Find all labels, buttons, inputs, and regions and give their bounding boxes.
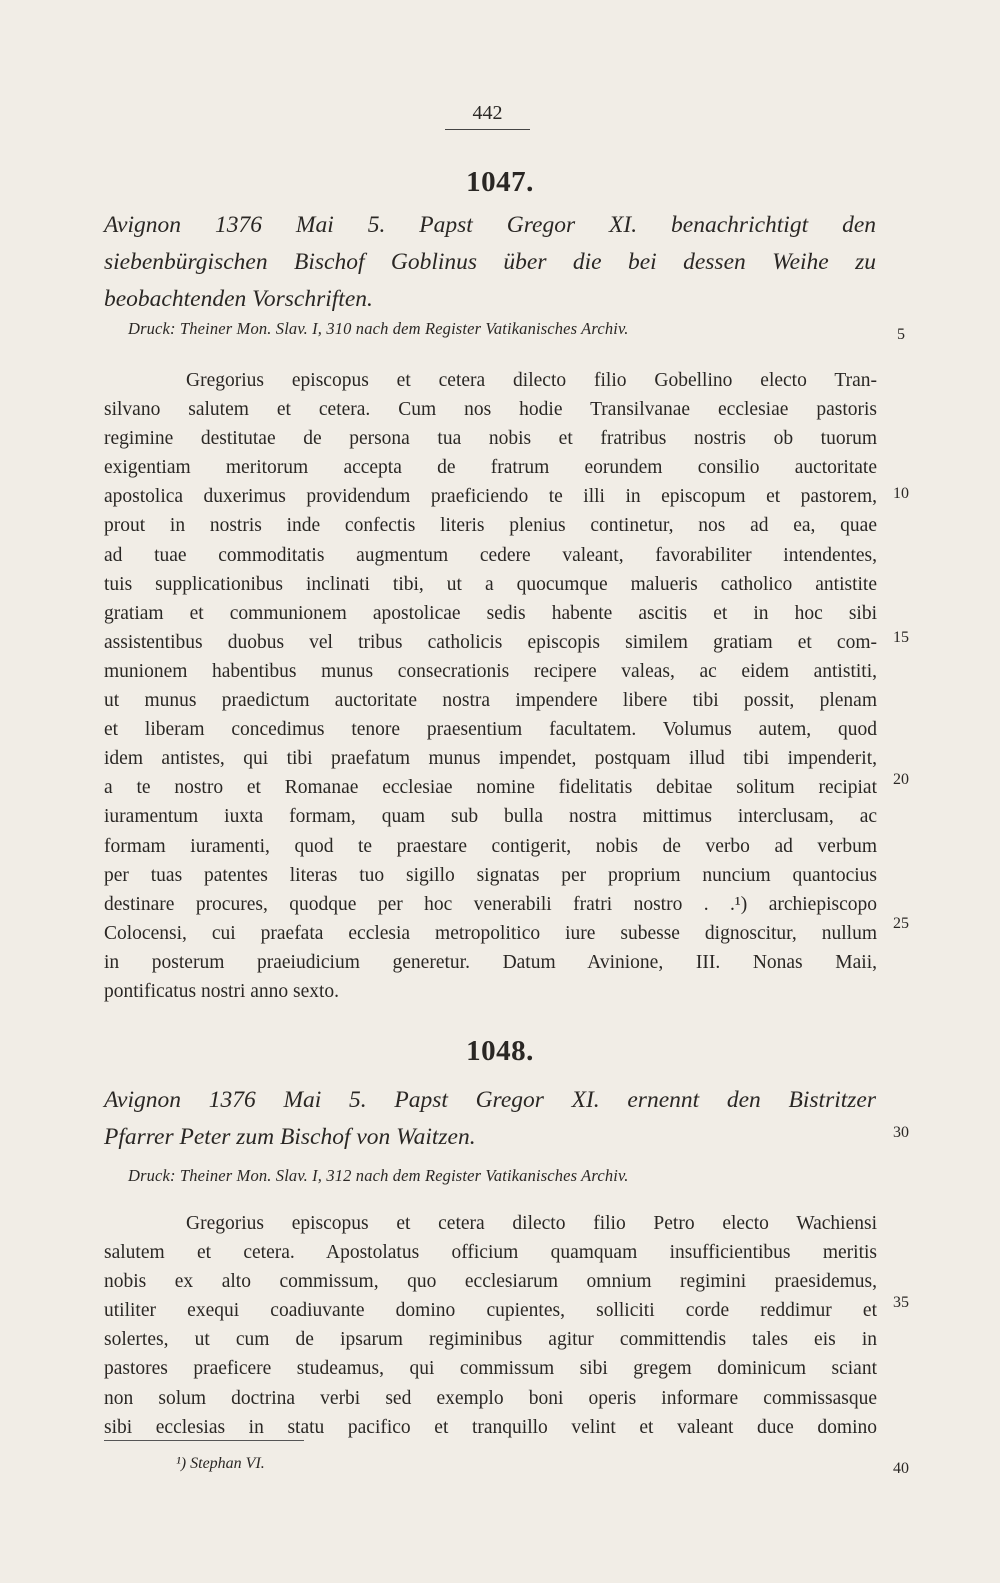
body-line: prout in nostris inde confectis literis plenius continetur, nos ad ea, quae [104, 515, 877, 537]
body-line: solertes, ut cum de ipsarum regiminibus agitur committendis tales eis in [104, 1329, 877, 1351]
body-line: in posterum praeiudicium generetur. Datum Avinione, III. Nonas Maii, [104, 951, 877, 973]
margin-line-number: 30 [893, 1124, 909, 1141]
body-line: pastores praeficere studeamus, qui commissum sibi gregem dominicum sciant [104, 1358, 877, 1380]
body-line: utiliter exequi coadiuvante domino cupientes, solliciti corde reddimur et [104, 1300, 877, 1322]
body-line: exigentiam meritorum accepta de fratrum eorundem consilio auctoritate [104, 457, 877, 479]
body-line: Gregorius episcopus et cetera dilecto filio Gobellino electo Tran- [186, 370, 877, 391]
document-body [104, 366, 877, 1006]
body-line: ut munus praedictum auctoritate nostra impendere libere tibi possit, plenam [104, 690, 877, 712]
body-line: idem antistes, qui tibi praefatum munus impendet, postquam illud tibi impenderit, [104, 748, 877, 770]
body-line: formam iuramenti, quod te praestare contigerit, nobis de verbo ad verbum [104, 835, 877, 857]
body-line: per tuas patentes literas tuo sigillo signatas per proprium nuncium quantocius [104, 864, 877, 886]
body-line: Colocensi, cui praefata ecclesia metropolitico iure subesse dignoscitur, nullum [104, 922, 877, 944]
footnote-marker: ¹) [176, 1455, 187, 1472]
heading-line: Avignon 1376 Mai 5. Papst Gregor XI. ernennt den Bistritzer [104, 1087, 876, 1113]
margin-line-number: 25 [893, 915, 909, 932]
body-line: iuramentum iuxta formam, quam sub bulla nostra mittimus interclusam, ac [104, 806, 877, 828]
body-line: apostolica duxerimus providendum praeficiendo te illi in episcopum et pastorem, [104, 486, 877, 508]
body-line: ad tuae commoditatis augmentum cedere valeant, favorabiliter intendentes, [104, 544, 877, 566]
body-line: salutem et cetera. Apostolatus officium quamquam insufficientibus meritis [104, 1242, 877, 1264]
body-line: regimine destitutae de persona tua nobis et fratribus nostris ob tuorum [104, 428, 877, 450]
print-source-note: Druck: Theiner Mon. Slav. I, 310 nach dem Register Vatikanisches Archiv. [128, 319, 629, 338]
margin-line-number: 40 [893, 1460, 909, 1477]
heading-line: Pfarrer Peter zum Bischof von Waitzen. [104, 1124, 476, 1150]
body-line: gratiam et communionem apostolicae sedis habente ascitis et in hoc sibi [104, 602, 877, 624]
document-number: 1047. [466, 166, 534, 198]
document-body [104, 1209, 877, 1442]
margin-line-number: 15 [893, 629, 909, 646]
body-line: sibi ecclesias in statu pacifico et tranquillo velint et valeant duce domino [104, 1416, 877, 1438]
body-line: munionem habentibus munus consecrationis recipere valeas, ac eidem antistiti, [104, 660, 877, 682]
body-line: a te nostro et Romanae ecclesiae nomine fidelitatis debitae solitum recipiat [104, 777, 877, 799]
page-number: 442 [445, 102, 530, 130]
margin-line-number: 35 [893, 1294, 909, 1311]
body-line: destinare procures, quodque per hoc venerabili fratri nostro . .¹) archiepiscopo [104, 893, 877, 915]
body-line: nobis ex alto commissum, quo ecclesiarum omnium regimini praesidemus, [104, 1271, 877, 1293]
document-heading [104, 207, 876, 318]
body-line: Gregorius episcopus et cetera dilecto filio Petro electo Wachiensi [186, 1213, 877, 1234]
document-heading [104, 1082, 876, 1156]
footnote [176, 1455, 265, 1473]
body-line: assistentibus duobus vel tribus catholicis episcopis similem gratiam et com- [104, 631, 877, 653]
heading-line: Avignon 1376 Mai 5. Papst Gregor XI. benachrichtigt den [104, 212, 876, 238]
body-line: et liberam concedimus tenore praesentium facultatem. Volumus autem, quod [104, 719, 877, 741]
margin-line-number: 20 [893, 771, 909, 788]
document-number: 1048. [466, 1035, 534, 1067]
footnote-text: Stephan VI. [190, 1455, 265, 1472]
margin-line-number: 10 [893, 485, 909, 502]
margin-line-number: 5 [897, 326, 905, 343]
heading-line: beobachtenden Vorschriften. [104, 286, 373, 312]
body-line: non solum doctrina verbi sed exemplo boni operis informare commissasque [104, 1387, 877, 1409]
body-line: silvano salutem et cetera. Cum nos hodie Transilvanae ecclesiae pastoris [104, 399, 877, 421]
body-line: pontificatus nostri anno sexto. [104, 980, 340, 1002]
body-line: tuis supplicationibus inclinati tibi, ut a quocumque malueris catholico antistite [104, 573, 877, 595]
footnote-rule [104, 1440, 304, 1441]
heading-line: siebenbürgischen Bischof Goblinus über die bei dessen Weihe zu [104, 249, 876, 275]
print-source-note: Druck: Theiner Mon. Slav. I, 312 nach dem Register Vatikanisches Archiv. [128, 1166, 629, 1185]
